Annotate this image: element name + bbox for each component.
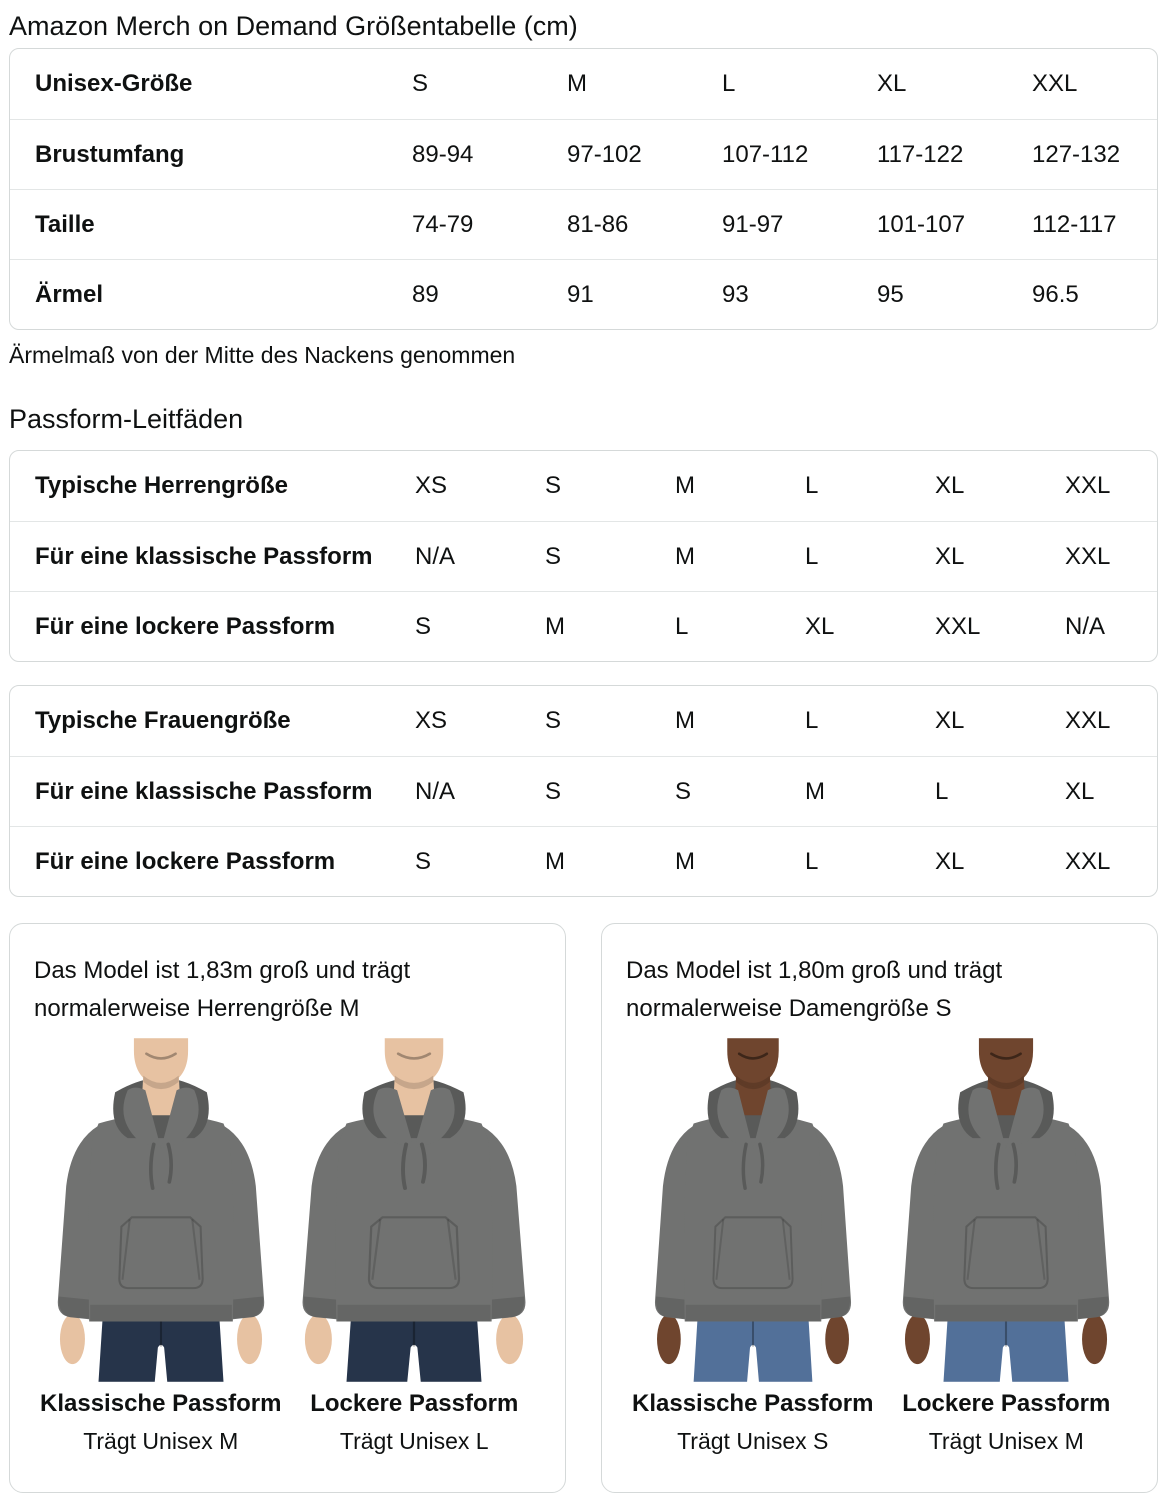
size-cell: XL (935, 847, 965, 875)
size-cell: M (675, 847, 695, 875)
table-row (10, 259, 1157, 329)
row-label: Für eine lockere Passform (35, 847, 336, 875)
size-cell: S (545, 707, 562, 734)
size-cell: L (675, 612, 689, 640)
table-row (10, 591, 1157, 661)
size-cell: S (415, 612, 432, 640)
size-cell: N/A (415, 777, 456, 805)
size-cell: S (675, 777, 692, 805)
size-cell: XXL (1065, 847, 1111, 875)
measure-cell: 95 (877, 280, 904, 308)
model-card-women (601, 923, 1158, 1493)
table-row (10, 756, 1157, 826)
measure-cell: 101-107 (877, 210, 966, 238)
fit-size-label: Trägt Unisex M (928, 1428, 1084, 1454)
table-row (10, 686, 1157, 756)
measure-cell: 96.5 (1032, 280, 1079, 308)
measure-cell: 91-97 (722, 210, 784, 238)
hoodie-model-image (279, 1038, 549, 1382)
size-cell: N/A (415, 542, 456, 570)
size-cell: XXL (935, 612, 981, 640)
sleeve-measure-note: Ärmelmaß von der Mitte des Nackens genommen (9, 342, 516, 368)
table-row (10, 826, 1157, 896)
table-row (10, 189, 1157, 259)
row-label: Brustumfang (35, 140, 185, 168)
measure-cell: 117-122 (877, 140, 964, 168)
row-label: Unisex-Größe (35, 70, 193, 97)
size-cell: M (675, 707, 695, 734)
size-cell: L (805, 542, 819, 570)
model-photo-loose-fit (288, 1038, 542, 1455)
model-description: Das Model ist 1,80m groß und trägt normalerweise Damengröße S (626, 957, 1003, 1022)
fit-label: Klassische Passform (40, 1390, 282, 1417)
size-cell: M (567, 70, 587, 97)
size-cell: L (935, 777, 949, 805)
row-label: Typische Frauengröße (35, 707, 291, 734)
size-cell: S (545, 472, 562, 499)
row-label: Typische Herrengröße (35, 472, 288, 499)
size-cell: XS (415, 707, 448, 734)
measure-cell: 89 (412, 280, 439, 308)
size-cell: M (675, 542, 695, 570)
fit-size-label: Trägt Unisex L (339, 1428, 489, 1454)
measure-cell: 91 (567, 280, 594, 308)
size-cell: N/A (1065, 612, 1106, 640)
hoodie-model-image (881, 1038, 1131, 1382)
page-title: Amazon Merch on Demand Größentabelle (cm) (9, 11, 578, 41)
model-card-men (9, 923, 566, 1493)
measure-cell: 89-94 (412, 140, 474, 168)
row-label: Ärmel (35, 280, 104, 308)
row-label: Für eine lockere Passform (35, 612, 336, 640)
figure-caption (880, 1390, 1134, 1455)
model-photo-classic-fit (626, 1038, 880, 1455)
table-row (10, 119, 1157, 189)
measure-cell: 112-117 (1032, 210, 1117, 238)
fit-guides-heading: Passform-Leitfäden (9, 404, 244, 434)
men-fit-table (9, 450, 1158, 662)
fit-size-label: Trägt Unisex S (677, 1428, 829, 1454)
size-cell: XXL (1032, 70, 1078, 97)
measure-cell: 74-79 (412, 210, 474, 238)
model-figures (34, 1038, 541, 1455)
figure-caption (626, 1390, 880, 1455)
measure-cell: 97-102 (567, 140, 642, 168)
size-cell: S (545, 542, 562, 570)
size-cell: XL (935, 542, 965, 570)
model-cards (9, 923, 1158, 1493)
size-cell: XXL (1065, 472, 1111, 499)
row-label: Taille (35, 210, 95, 238)
measure-cell: 93 (722, 280, 749, 308)
table-row (10, 49, 1157, 119)
size-cell: M (805, 777, 825, 805)
model-figures (626, 1038, 1133, 1455)
women-fit-table (9, 685, 1158, 897)
fit-label: Lockere Passform (310, 1390, 519, 1417)
measure-cell: 81-86 (567, 210, 629, 238)
unisex-size-table (9, 48, 1158, 330)
size-cell: L (805, 847, 819, 875)
size-cell: S (412, 70, 429, 97)
fit-label: Lockere Passform (902, 1390, 1111, 1417)
measure-cell: 127-132 (1032, 140, 1121, 168)
size-cell: M (545, 847, 565, 875)
measure-cell: 107-112 (722, 140, 809, 168)
row-label: Für eine klassische Passform (35, 542, 373, 570)
size-cell: XL (877, 70, 907, 97)
model-photo-classic-fit (34, 1038, 288, 1455)
row-label: Für eine klassische Passform (35, 777, 373, 805)
size-cell: M (545, 612, 565, 640)
fit-size-label: Trägt Unisex M (83, 1428, 239, 1454)
size-cell: S (415, 847, 432, 875)
size-cell: XXL (1065, 707, 1111, 734)
size-cell: S (545, 777, 562, 805)
figure-caption (34, 1390, 288, 1455)
table-row (10, 451, 1157, 521)
size-cell: M (675, 472, 695, 499)
size-cell: XL (1065, 777, 1095, 805)
hoodie-model-image (36, 1038, 286, 1382)
model-description: Das Model ist 1,83m groß und trägt normalerweise Herrengröße M (34, 957, 411, 1022)
size-cell: L (805, 472, 819, 499)
model-photo-loose-fit (880, 1038, 1134, 1455)
figure-caption (288, 1390, 542, 1455)
fit-label: Klassische Passform (632, 1390, 874, 1417)
size-cell: XL (935, 472, 965, 499)
table-row (10, 521, 1157, 591)
size-cell: XL (805, 612, 835, 640)
size-cell: L (722, 70, 736, 97)
size-cell: L (805, 707, 819, 734)
size-cell: XL (935, 707, 965, 734)
size-cell: XS (415, 472, 448, 499)
size-cell: XXL (1065, 542, 1111, 570)
hoodie-model-image (634, 1038, 872, 1382)
